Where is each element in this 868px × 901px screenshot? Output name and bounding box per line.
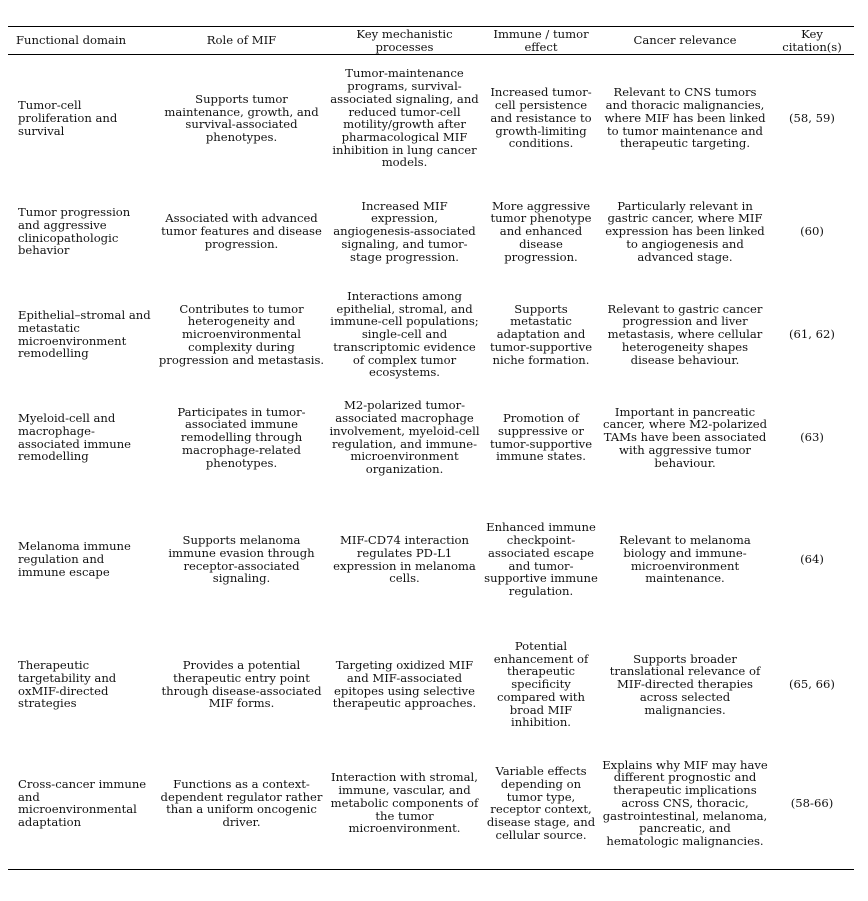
cell-mechanism: Interaction with stromal, immune, vascular, and metabolic components of the tumor microenvironment. (330, 770, 479, 836)
table-row (8, 388, 854, 488)
table-row (8, 182, 854, 282)
cell-relevance: Important in pancreatic cancer, where M2-polarized TAMs have been associated with aggressive tumor behaviour. (602, 404, 768, 470)
cell-effect: Potential enhancement of therapeutic specificity compared with broad MIF inhibition. (493, 639, 589, 730)
table-row (8, 282, 854, 388)
header-cancer-relevance: Cancer relevance (633, 33, 737, 48)
cell-citation: (65, 66) (789, 677, 835, 692)
cell-citation: (63) (800, 430, 824, 445)
cell-effect: Increased tumor-cell persistence and resistance to growth-limiting conditions. (490, 85, 592, 151)
cell-domain: Melanoma immune regulation and immune escape (18, 539, 131, 579)
header-key-mechanistic-processes: Key mechanistic processes (356, 26, 453, 54)
cell-citation: (58, 59) (789, 110, 835, 125)
header-immune-tumor-effect: Immune / tumor effect (493, 26, 589, 54)
cell-role: Provides a potential therapeutic entry point through disease-associated MIF forms. (161, 658, 322, 711)
cell-relevance: Explains why MIF may have different prognostic and therapeutic implications across CNS, thoracic, gastrointestinal, melanoma, pancreatic, and hematologic malignancies. (602, 757, 768, 848)
cell-role: Contributes to tumor heterogeneity and microenvironmental complexity during progression and metastasis. (158, 301, 325, 367)
header-role-of-mif: Role of MIF (206, 33, 277, 48)
cell-effect: Promotion of suppressive or tumor-supportive immune states. (489, 411, 593, 464)
table-row (8, 738, 854, 870)
cell-domain: Tumor progression and aggressive clinicopathologic behavior (18, 205, 131, 258)
cell-mechanism: Interactions among epithelial, stromal, and immune-cell populations; single-cell and transcriptomic evidence of complex tumor ecosystems. (330, 289, 479, 380)
cell-effect: More aggressive tumor phenotype and enhanced disease progression. (490, 198, 592, 264)
cell-relevance: Particularly relevant in gastric cancer, where MIF expression has been linked to angiogenesis and advanced stage. (605, 198, 765, 264)
cell-role: Associated with advanced tumor features and disease progression. (161, 211, 322, 251)
cell-relevance: Supports broader translational relevance of MIF-directed therapies across selected malignancies. (609, 651, 761, 717)
cell-effect: Variable effects depending on tumor type, receptor context, disease stage, and cellular source. (486, 764, 596, 842)
cell-domain: Epithelial–stromal and metastatic microenvironment remodelling (18, 308, 151, 361)
table-row (8, 488, 854, 632)
cell-effect: Supports metastatic adaptation and tumor-supportive niche formation. (489, 301, 593, 367)
table-body (8, 55, 854, 870)
cell-citation: (61, 62) (789, 327, 835, 342)
cell-domain: Cross-cancer immune and microenvironmental adaptation (18, 776, 147, 829)
cell-mechanism: Targeting oxidized MIF and MIF-associated epitopes using selective therapeutic approaches. (332, 658, 477, 711)
cell-mechanism: MIF-CD74 interaction regulates PD-L1 expression in melanoma cells. (333, 533, 476, 586)
cell-mechanism: M2-polarized tumor-associated macrophage involvement, myeloid-cell regulation, and immune-microenvironment organization. (329, 398, 480, 476)
cell-citation: (64) (800, 552, 824, 567)
header-functional-domain: Functional domain (16, 33, 127, 48)
cell-mechanism: Increased MIF expression, angiogenesis-associated signaling, and tumor-stage progression. (333, 198, 476, 264)
cell-domain: Myeloid-cell and macrophage-associated immune remodelling (18, 411, 132, 464)
cell-role: Functions as a context-dependent regulator rather than a uniform oncogenic driver. (160, 776, 323, 829)
cell-effect: Enhanced immune checkpoint-associated escape and tumor-supportive immune regulation. (484, 520, 598, 598)
cell-citation: (58-66) (790, 795, 834, 810)
table-header (8, 27, 854, 55)
cell-citation: (60) (800, 224, 824, 239)
cell-domain: Tumor-cell proliferation and survival (18, 98, 118, 138)
mif-function-table (8, 26, 854, 870)
cell-role: Participates in tumor-associated immune remodelling through macrophage-related phenotypes. (177, 404, 306, 470)
cell-domain: Therapeutic targetability and oxMIF-directed strategies (18, 658, 117, 711)
cell-relevance: Relevant to melanoma biology and immune-microenvironment maintenance. (619, 533, 751, 586)
cell-role: Supports tumor maintenance, growth, and survival-associated phenotypes. (164, 91, 319, 144)
cell-role: Supports melanoma immune evasion through receptor-associated signaling. (168, 533, 315, 586)
header-key-citations: Key citation(s) (782, 26, 842, 54)
header-row (8, 27, 854, 55)
table-row (8, 55, 854, 182)
cell-relevance: Relevant to gastric cancer progression and liver metastasis, where cellular heterogeneity shapes disease behaviour. (607, 301, 763, 367)
cell-relevance: Relevant to CNS tumors and thoracic malignancies, where MIF has been linked to tumor maintenance and therapeutic targeting. (604, 85, 766, 151)
table-row (8, 632, 854, 738)
cell-mechanism: Tumor-maintenance programs, survival-associated signaling, and reduced tumor-cell motility/growth after pharmacological MIF inhibition in lung cancer models. (330, 66, 479, 170)
